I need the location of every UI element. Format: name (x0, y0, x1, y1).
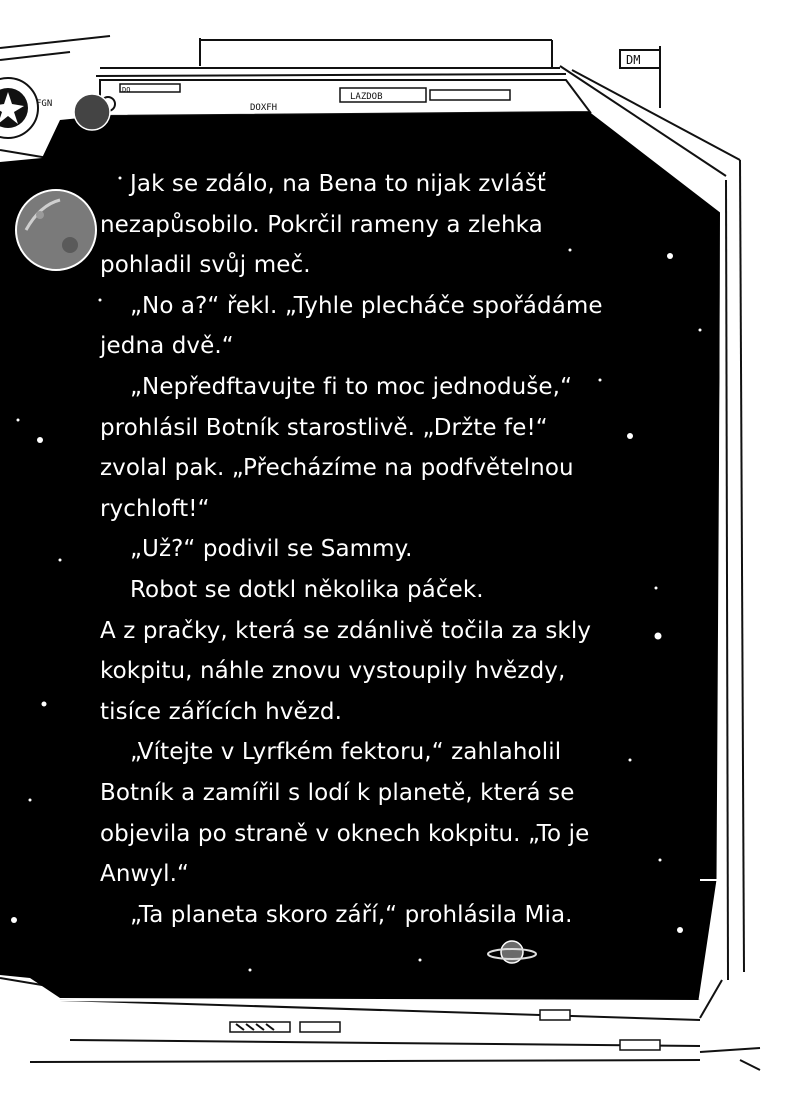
moon-icon (74, 94, 110, 130)
story-line: kokpitu, náhle znovu vystoupily hvězdy, (100, 658, 566, 685)
panel-code: DM (626, 53, 641, 67)
panel-code: FGN (36, 99, 53, 109)
story-line: zvolal pak. „Přecházíme na podfvětelnou (100, 455, 574, 482)
story-line: tisíce zářících hvězd. (100, 698, 342, 725)
panel-code: LAZDOB (350, 92, 383, 102)
story-line: Botník a zamířil s lodí k planetě, která se (100, 779, 575, 806)
story-line: pohladil svůj meč. (100, 252, 311, 279)
story-line: „Ta planeta skoro září,“ prohlásila Mia. (130, 901, 573, 928)
panel-code: DOXFH (250, 103, 278, 113)
story-line: rychloft!“ (100, 495, 210, 522)
panel-code: DO (122, 86, 131, 94)
story-line: „Nepředftavujte fi to moc jednoduše,“ (130, 373, 573, 400)
planet-left (16, 190, 96, 270)
story-line: „Už?“ podivil se Sammy. (130, 536, 413, 563)
panel-display-slot (430, 90, 510, 100)
story-line: nezapůsobilo. Pokrčil rameny a zlehka (100, 211, 543, 238)
story-line: Jak se zdálo, na Bena to nijak zvlášť (130, 171, 547, 197)
story-text (100, 164, 640, 935)
story-line: jedna dvě.“ (100, 333, 234, 360)
story-line: prohlásil Botník starostlivě. „Držte fe!“ (100, 414, 548, 441)
story-line: Anwyl.“ (100, 861, 190, 888)
story-line: „No a?“ řekl. „Tyhle plecháče spořádáme (130, 292, 603, 319)
story-line: A z pračky, která se zdánlivě točila za skly (100, 617, 592, 644)
story-line: Robot se dotkl několika páček. (130, 576, 484, 603)
story-line: „Vítejte v Lyrfkém fektoru,“ zahlaholil (130, 739, 562, 766)
story-line: objevila po straně v oknech kokpitu. „To je (100, 820, 590, 847)
